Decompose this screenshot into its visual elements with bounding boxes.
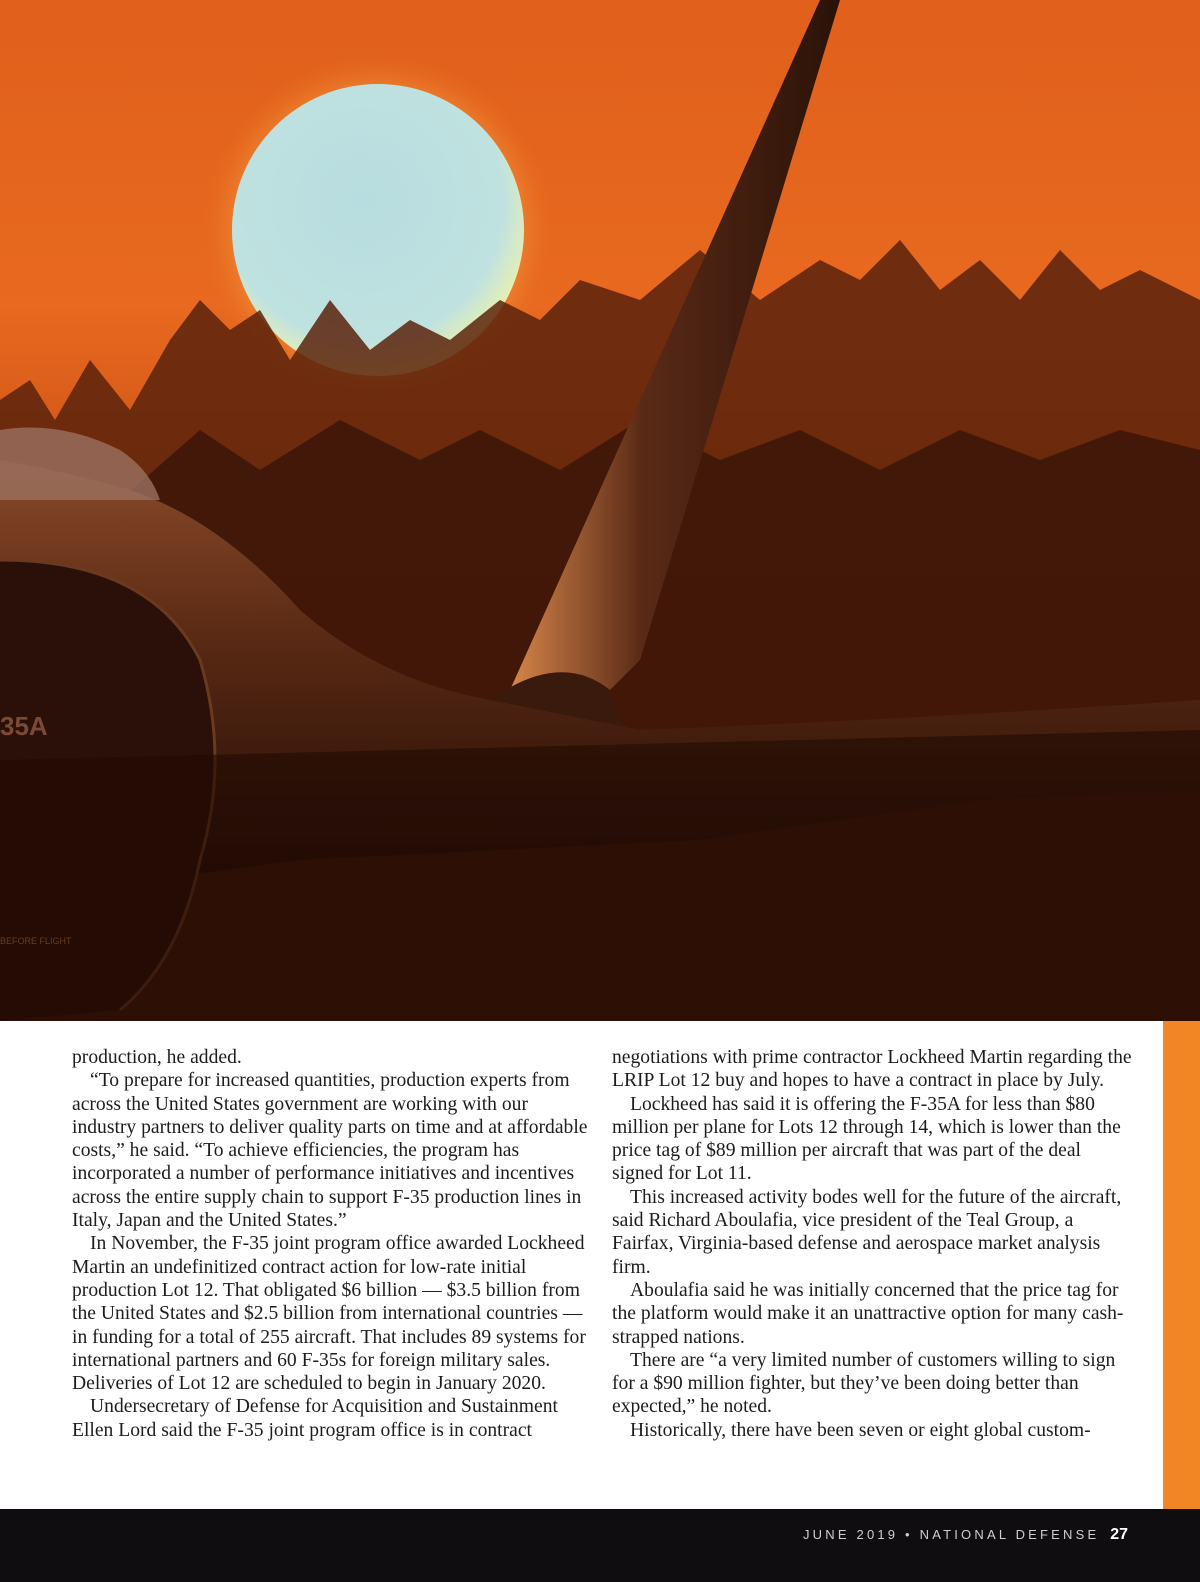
paragraph: Historically, there have been seven or eight global custom-	[630, 1419, 1091, 1441]
tail-marking: 35A	[0, 711, 48, 741]
paragraph: negotiations with prime contractor Lockheed Martin regarding the LRIP Lot 12 buy and hopes to have a contract in place by July.	[612, 1047, 1132, 1092]
paragraph: There are “a very limited number of customers willing to sign for a $90 million fighter, but they’ve been doing better than expected,” he noted.	[612, 1349, 1116, 1418]
nozzle-text: BEFORE FLIGHT	[0, 936, 72, 946]
issue-label: JUNE 2019 • NATIONAL DEFENSE	[802, 1527, 1100, 1542]
paragraph: production, he added.	[72, 1047, 242, 1068]
footer-bar	[0, 1509, 1200, 1582]
paragraph: Lockheed has said it is offering the F-35A for less than $80 million per plane for Lots 12 through 14, which is lower than the price tag of $89 million per aircraft that was part of the deal signed for Lot 11.	[612, 1093, 1121, 1185]
page-number: 27	[1110, 1526, 1128, 1543]
paragraph: In November, the F-35 joint program office awarded Lockheed Martin an undefinitized contract action for low-rate initial production Lot 12. That obligated $6 billion — $3.5 billion from the United States and $2.5 billion from international countries — in funding for a total of 255 aircraft. That includes 89 systems for international partners and 60 F-35s for foreign military sales. Deliveries of Lot 12 are scheduled to begin in January 2020.	[72, 1233, 586, 1395]
accent-sidebar-tab	[1163, 1021, 1200, 1509]
footer-folio	[803, 1526, 1128, 1544]
paragraph: Aboulafia said he was initially concerned that the price tag for the platform would make it an unattractive option for many cash-strapped nations.	[612, 1279, 1124, 1348]
article-left-column	[72, 1046, 590, 1442]
article-right-column	[612, 1046, 1132, 1442]
paragraph: This increased activity bodes well for the future of the aircraft, said Richard Aboulafia, vice president of the Teal Group, a Fairfax, Virginia-based defense and aerospace market analysis firm.	[612, 1186, 1122, 1278]
paragraph: “To prepare for increased quantities, production experts from across the United States government are working with our industry partners to deliver quality parts on time and at affordable costs,” he said. “To achieve efficiencies, the program has incorporated a number of performance initiatives and incentives across the entire supply chain to support F-35 production lines in Italy, Japan and the United States.”	[72, 1070, 588, 1232]
paragraph: Undersecretary of Defense for Acquisition and Sustainment Ellen Lord said the F-35 joint program office is in contract	[72, 1396, 558, 1441]
